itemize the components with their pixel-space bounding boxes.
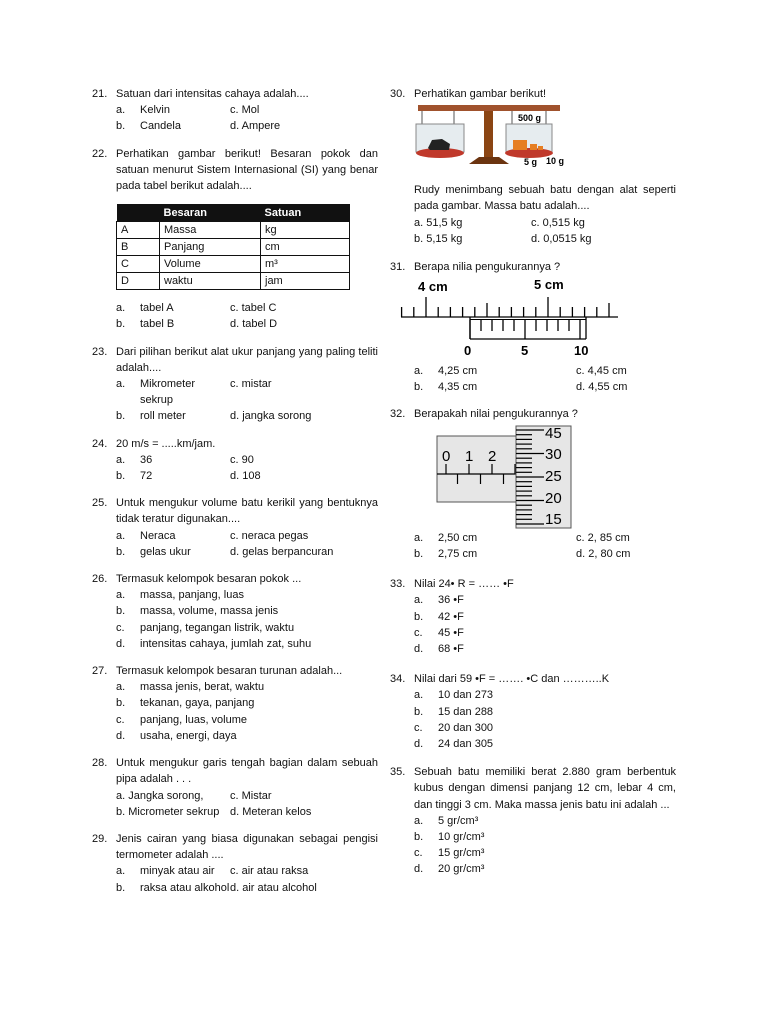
option-c[interactable]: c. neraca pegas <box>230 529 309 542</box>
question-text: Jenis cairan yang biasa digunakan sebagai pengisi termometer adalah .... <box>116 832 378 862</box>
option-a[interactable]: tabel A <box>140 302 174 315</box>
option-b[interactable]: Candela <box>140 120 181 133</box>
option-c[interactable]: 15 gr/cm³ <box>438 847 485 860</box>
weight-10g <box>530 144 537 150</box>
question-24 <box>92 436 378 485</box>
option-d[interactable]: d. 4,55 cm <box>576 381 628 394</box>
option-a[interactable]: a. 51,5 kg <box>414 216 463 229</box>
option-c[interactable]: c. 90 <box>230 453 254 466</box>
question-35 <box>390 764 676 877</box>
option-letter: b. <box>414 548 424 561</box>
table-row: D waktu jam <box>117 273 350 290</box>
option-letter: d. <box>116 729 126 742</box>
right-column <box>390 86 676 878</box>
option-letter: b. <box>414 381 424 394</box>
option-a[interactable]: a. Jangka sorong, <box>116 789 204 802</box>
table-row: A Massa kg <box>117 222 350 239</box>
question-number: 29. <box>92 832 108 845</box>
question-25 <box>92 495 378 560</box>
option-letter: a. <box>414 531 424 544</box>
sleeve-label-1: 1 <box>465 447 474 465</box>
option-b[interactable]: tabel B <box>140 318 175 331</box>
question-text: Dari pilihan berikut alat ukur panjang yang paling teliti adalah.... <box>116 345 378 374</box>
question-27 <box>92 663 378 744</box>
weight-500g-label: 500 g <box>518 113 542 124</box>
option-letter: c. <box>414 847 423 860</box>
option-letter: a. <box>414 594 424 607</box>
question-number: 23. <box>92 345 108 358</box>
question-32 <box>390 406 676 563</box>
option-a[interactable]: 36 •F <box>438 594 464 607</box>
question-number: 33. <box>390 578 406 591</box>
option-a[interactable]: minyak atau air <box>140 865 215 878</box>
option-c[interactable]: 45 •F <box>438 626 464 639</box>
scale-beam <box>418 105 560 111</box>
option-letter: a. <box>116 865 126 878</box>
thimble-label-30: 30 <box>545 445 562 463</box>
weight-5g <box>538 146 543 150</box>
question-text: Berapa nilia pengukurannya ? <box>414 261 561 274</box>
option-a[interactable]: 2,50 cm <box>438 531 478 544</box>
table-row: B Panjang cm <box>117 239 350 256</box>
option-letter: d. <box>414 863 424 876</box>
question-number: 35. <box>390 766 406 779</box>
option-letter: d. <box>116 637 126 650</box>
question-number: 21. <box>92 88 108 100</box>
option-letter: c. <box>414 626 423 639</box>
question-text: 20 m/s = .....km/jam. <box>116 437 216 450</box>
sleeve-label-0: 0 <box>442 447 451 465</box>
option-b[interactable]: roll meter <box>140 410 186 423</box>
option-letter: c. <box>116 621 125 634</box>
weight-500g <box>513 140 527 150</box>
question-text: Untuk mengukur volume batu kerikil yang bentuknya tidak teratur digunakan.... <box>116 497 378 526</box>
option-d[interactable]: d. air atau alcohol <box>230 881 317 894</box>
question-number: 22. <box>92 147 108 160</box>
vernier-label-5: 5 <box>521 343 529 359</box>
question-22 <box>92 146 378 333</box>
question-number: 34. <box>390 673 406 686</box>
question-33 <box>390 576 676 657</box>
question-text: Perhatikan gambar berikut! Besaran pokok dan satuan menurut Sistem Internasional (SI) yang benar pada tabel berikut adalah.... <box>116 147 378 193</box>
table-row: C Volume m³ <box>117 256 350 273</box>
option-b[interactable]: 15 dan 288 <box>438 705 494 718</box>
main-scale-label-4cm: 4 cm <box>418 279 448 295</box>
option-c[interactable]: c. 2, 85 cm <box>576 531 630 544</box>
option-b[interactable]: 4,35 cm <box>438 381 478 394</box>
option-letter: a. <box>116 529 126 542</box>
question-23 <box>92 344 378 425</box>
option-d[interactable]: d. 2, 80 cm <box>576 548 631 561</box>
option-b[interactable]: massa, volume, massa jenis <box>140 605 279 618</box>
option-b[interactable]: 2,75 cm <box>438 548 478 561</box>
option-b[interactable]: b. 5,15 kg <box>414 232 463 245</box>
option-letter: b. <box>116 120 126 133</box>
option-letter: a. <box>116 378 126 391</box>
thimble-label-20: 20 <box>545 489 562 507</box>
option-c[interactable]: c. Mol <box>230 104 260 117</box>
option-b[interactable]: tekanan, gaya, panjang <box>140 697 255 710</box>
option-a[interactable]: massa jenis, berat, waktu <box>140 681 265 694</box>
table-header: Besaran <box>160 204 261 222</box>
option-b[interactable]: 10 gr/cm³ <box>438 831 485 844</box>
thimble-label-15: 15 <box>545 510 562 528</box>
scale-post <box>484 111 493 157</box>
vernier-label-10: 10 <box>574 343 589 359</box>
option-letter: b. <box>116 545 126 558</box>
question-number: 28. <box>92 757 108 770</box>
option-a[interactable]: massa, panjang, luas <box>140 589 244 602</box>
option-c[interactable]: c. 0,515 kg <box>531 216 585 229</box>
question-text: Satuan dari intensitas cahaya adalah.... <box>116 88 309 100</box>
right-pan-frame <box>506 124 552 152</box>
option-b[interactable]: 42 •F <box>438 610 464 623</box>
option-d[interactable]: d. 108 <box>230 470 261 483</box>
question-text: Termasuk kelompok besaran pokok ... <box>116 573 302 586</box>
option-letter: c. <box>414 721 423 734</box>
option-d[interactable]: 68 •F <box>438 643 464 656</box>
sleeve-label-2: 2 <box>488 447 497 465</box>
question-number: 24. <box>92 437 108 450</box>
vernier-caliper-figure <box>398 277 628 363</box>
question-text: Perhatikan gambar berikut! <box>414 88 547 100</box>
option-a[interactable]: Neraca <box>140 529 176 542</box>
option-a[interactable]: 4,25 cm <box>438 365 478 378</box>
option-letter: a. <box>414 365 424 378</box>
option-b[interactable]: 72 <box>140 470 153 483</box>
option-c[interactable]: c. air atau raksa <box>230 865 309 878</box>
thimble-label-25: 25 <box>545 467 562 485</box>
option-letter: b. <box>116 605 126 618</box>
option-b[interactable]: raksa atau alkohol <box>140 881 230 894</box>
option-letter: a. <box>414 689 424 702</box>
option-a[interactable]: Mikrometer sekrup <box>140 378 196 407</box>
question-text: Untuk mengukur garis tengah bagian dalam sebuah pipa adalah . . . <box>116 757 378 786</box>
option-letter: c. <box>116 713 125 726</box>
option-a[interactable]: 10 dan 273 <box>438 689 494 702</box>
option-letter: b. <box>116 470 126 483</box>
option-letter: b. <box>414 831 424 844</box>
question-text: Termasuk kelompok besaran turunan adalah... <box>116 665 343 678</box>
question-text: Berapakah nilai pengukurannya ? <box>414 407 578 420</box>
option-letter: d. <box>414 738 424 751</box>
question-number: 32. <box>390 407 406 420</box>
option-c[interactable]: c. Mistar <box>230 789 272 802</box>
question-number: 25. <box>92 497 108 510</box>
question-21 <box>92 86 378 135</box>
option-c[interactable]: panjang, tegangan listrik, waktu <box>140 621 295 634</box>
question-28 <box>92 755 378 820</box>
micrometer-figure <box>436 424 576 530</box>
main-scale-ticks <box>402 297 609 317</box>
option-d[interactable]: d. jangka sorong <box>230 410 312 423</box>
option-letter: b. <box>116 318 126 331</box>
question-34 <box>390 671 676 752</box>
option-b[interactable]: b. Micrometer sekrup <box>116 805 220 818</box>
option-c[interactable]: c. 4,45 cm <box>576 365 627 378</box>
question-number: 30. <box>390 88 406 100</box>
option-b[interactable]: gelas ukur <box>140 545 191 558</box>
option-a[interactable]: 5 gr/cm³ <box>438 814 479 827</box>
option-letter: a. <box>116 104 126 117</box>
option-letter: b. <box>414 610 424 623</box>
option-d[interactable]: intensitas cahaya, jumlah zat, suhu <box>140 637 312 650</box>
option-letter: b. <box>414 705 424 718</box>
option-letter: d. <box>414 643 424 656</box>
option-letter: b. <box>116 697 126 710</box>
option-a[interactable]: 36 <box>140 453 153 466</box>
question-number: 31. <box>390 261 406 274</box>
left-column <box>92 86 378 896</box>
option-letter: a. <box>116 453 126 466</box>
si-table <box>116 204 350 290</box>
question-text: Nilai 24• R = …… •F <box>414 578 514 591</box>
table-header: Satuan <box>261 204 350 222</box>
option-d[interactable]: 24 dan 305 <box>438 738 494 751</box>
scale-base <box>469 157 509 164</box>
option-letter: a. <box>116 302 126 315</box>
option-d[interactable]: usaha, energi, daya <box>140 729 237 742</box>
question-text: Nilai dari 59 •F = ……. •C dan ………..K <box>414 673 610 686</box>
option-d[interactable]: d. gelas berpancuran <box>230 545 334 558</box>
weight-5g-label: 5 g <box>524 157 538 168</box>
table-header <box>117 204 160 222</box>
main-scale-label-5cm: 5 cm <box>534 277 564 293</box>
weight-10g-label: 10 g <box>546 156 564 167</box>
balance-scale-figure <box>414 102 564 168</box>
option-letter: b. <box>116 881 126 894</box>
option-c[interactable]: 20 dan 300 <box>438 721 494 734</box>
option-a[interactable]: Kelvin <box>140 104 170 117</box>
question-number: 26. <box>92 573 108 586</box>
sleeve <box>437 436 521 502</box>
option-letter: a. <box>414 814 424 827</box>
option-letter: a. <box>116 681 126 694</box>
question-30 <box>390 86 676 247</box>
question-text: Rudy menimbang sebuah batu dengan alat seperti pada gambar. Massa batu adalah.... <box>414 184 676 213</box>
question-31 <box>390 259 676 396</box>
option-d[interactable]: d. tabel D <box>230 318 278 331</box>
option-c[interactable]: panjang, luas, volume <box>140 713 248 726</box>
vernier-label-0: 0 <box>464 343 472 359</box>
option-d[interactable]: d. Ampere <box>230 120 281 133</box>
option-d[interactable]: d. 0,0515 kg <box>531 232 592 245</box>
option-d[interactable]: 20 gr/cm³ <box>438 863 485 876</box>
thimble-label-45: 45 <box>545 424 562 442</box>
option-letter: a. <box>116 589 126 602</box>
option-c[interactable]: c. tabel C <box>230 302 277 315</box>
question-text: Sebuah batu memiliki berat 2.880 gram berbentuk kubus dengan dimensi panjang 12 cm, lebar 4 cm, dan tinggi 3 cm. Maka massa jenis batu ini adalah ... <box>414 766 676 811</box>
question-29 <box>92 831 378 896</box>
vernier-scale-ticks <box>470 320 580 339</box>
option-letter: b. <box>116 410 126 423</box>
option-c[interactable]: c. mistar <box>230 378 272 391</box>
option-d[interactable]: d. Meteran kelos <box>230 805 312 818</box>
question-number: 27. <box>92 665 108 678</box>
question-26 <box>92 571 378 652</box>
